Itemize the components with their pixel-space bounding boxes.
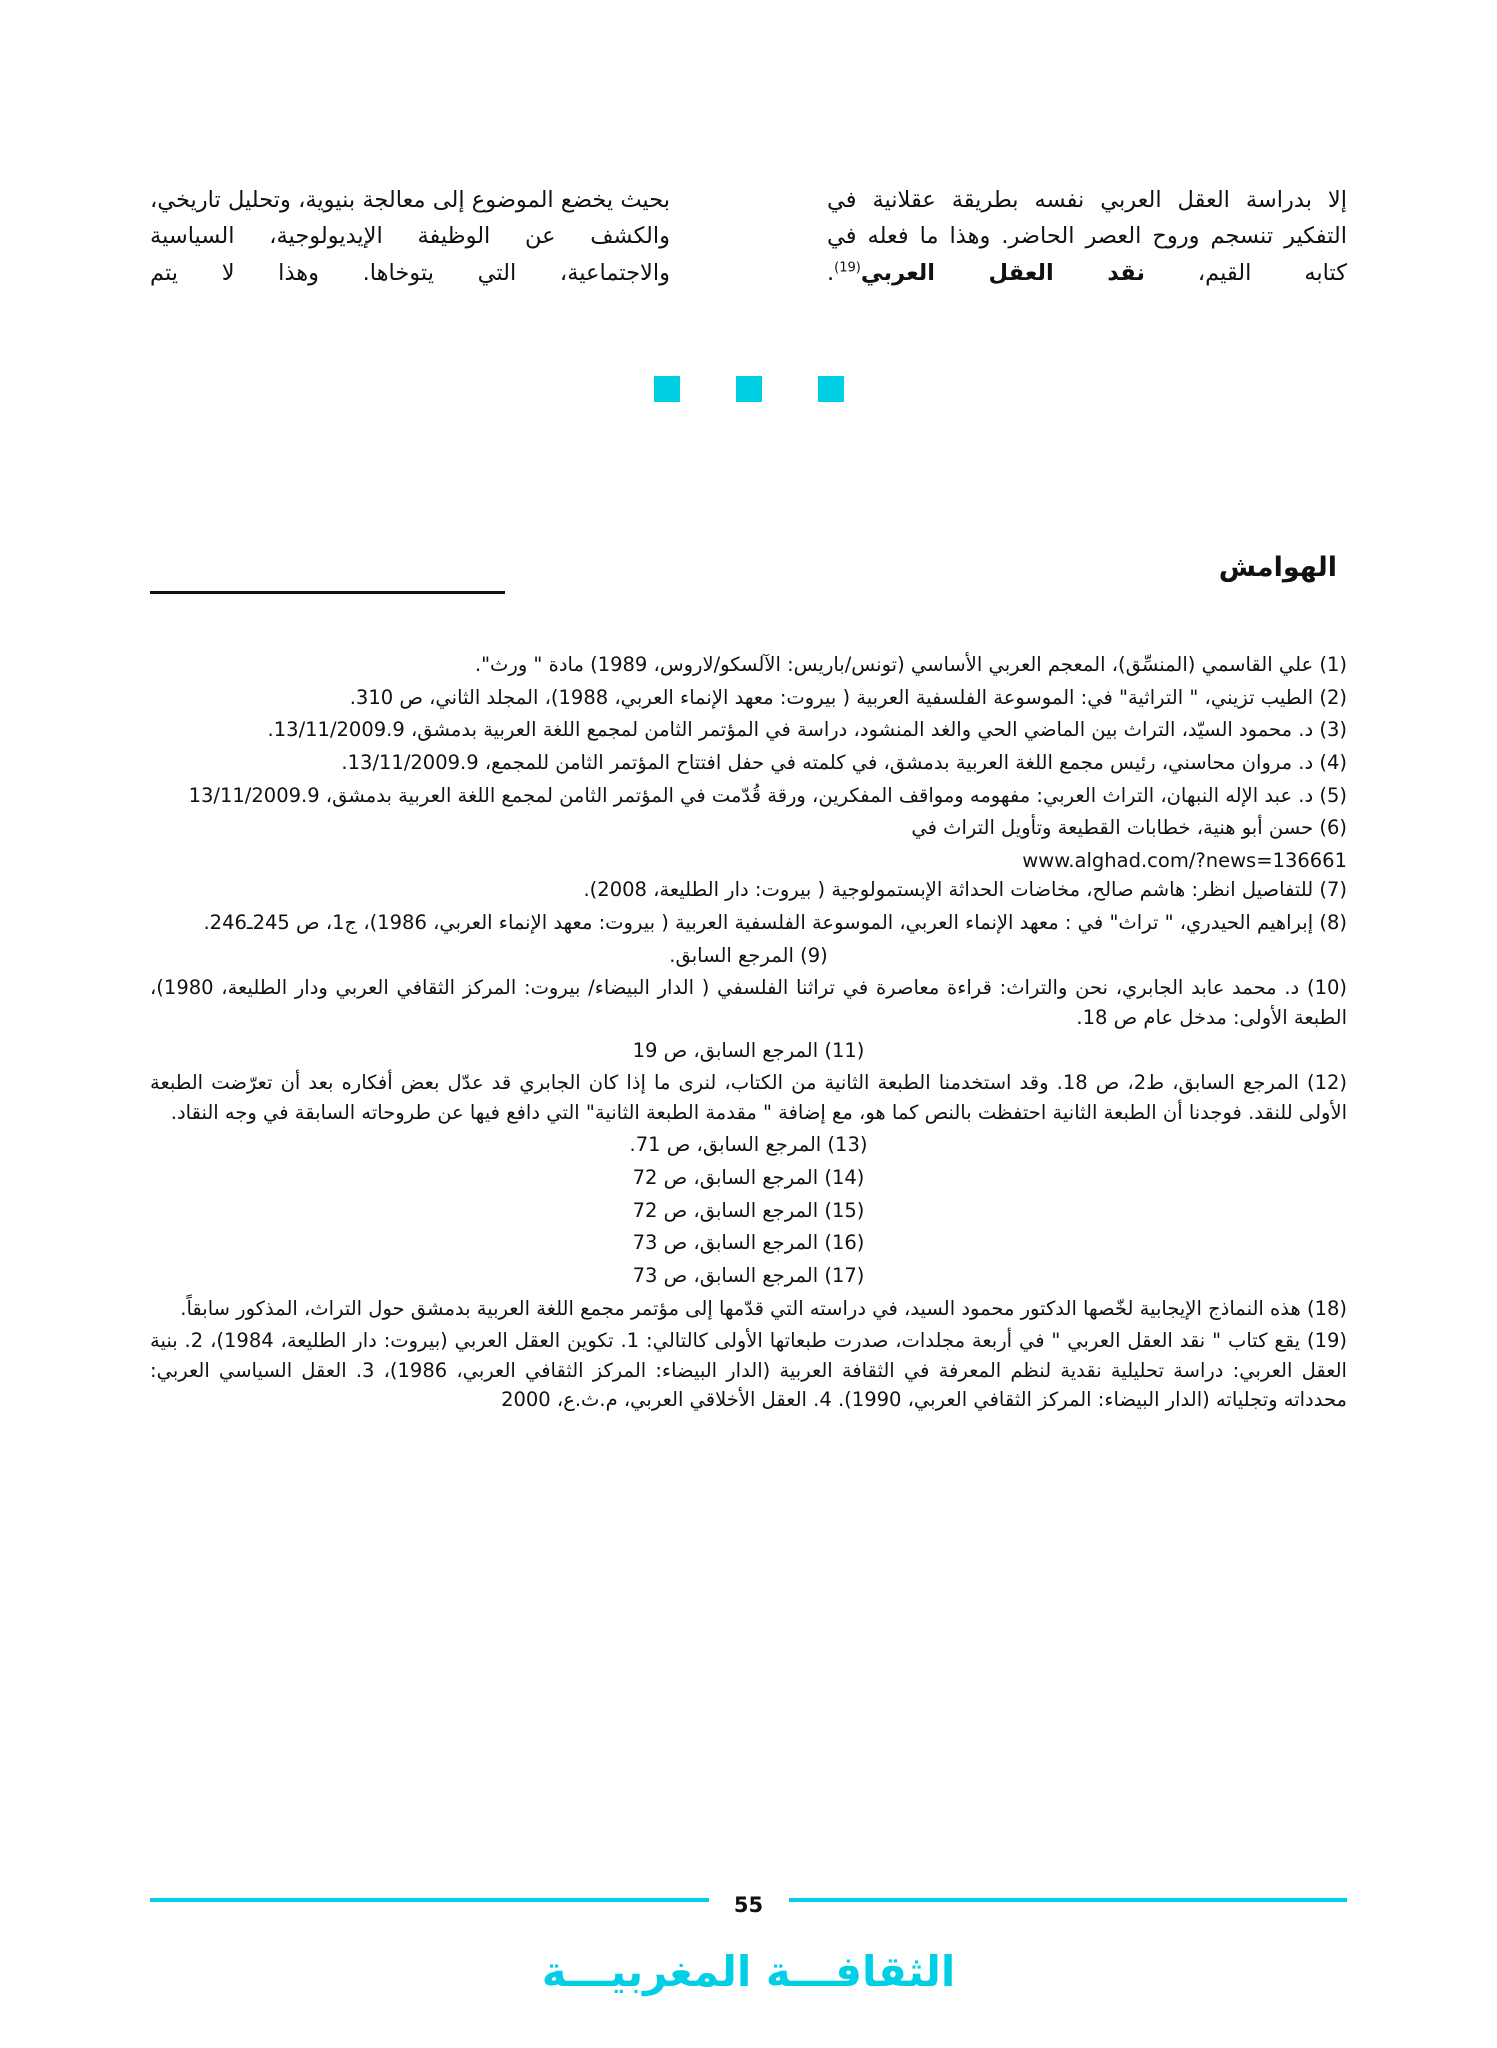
body-text-columns: [150, 182, 1347, 291]
separator-square-icon: [818, 376, 844, 402]
body-column-right: [150, 182, 670, 291]
footnote-item: (9) المرجع السابق.: [669, 943, 828, 967]
magazine-title-logo: الثقافـــة المغربيـــة: [541, 1947, 956, 1996]
footnote-marker-19: (19): [834, 260, 861, 276]
footnote-item: (3) د. محمود السيّد، التراث بين الماضي الحي والغد المنشود، دراسة في المؤتمر الثامن لمجمع اللغة العربية بدمشق، 13/11/2009.9.: [267, 718, 1347, 742]
footnote-item: (19) يقع كتاب " نقد العقل العربي " في أربعة مجلدات، صدرت طبعاتها الأولى كالتالي: 1. تكوين العقل العربي (بيروت: دار الطليعة، 1984)، 2. بنية العقل العربي: دراسة تحليلية نقدية لنظم المعرفة في الثقافة العربية (الدار البيضاء: المركز الثقافي العربي، 1986)، 3. العقل السياسي العربي: محدداته وتجلياته (الدار البيضاء: المركز الثقافي العربي، 1990). 4. العقل الأخلاقي العربي، م.ث.ع، 2000: [150, 1329, 1347, 1412]
body-left-post: .: [827, 259, 835, 286]
footnote-item: (15) المرجع السابق، ص 72: [632, 1198, 865, 1222]
footnote-item: (8) إبراهيم الحيدري، " تراث" في : معهد الإنماء العربي، الموسوعة الفلسفية العربية ( بيروت: معهد الإنماء العربي، 1986)، ج1، ص 245ـ246.: [203, 911, 1347, 934]
footnotes-title: الهوامش: [1218, 552, 1337, 583]
footnote-item: (16) المرجع السابق، ص 73: [632, 1231, 865, 1255]
body-paragraph-left: [827, 182, 1347, 291]
footnote-item: (10) د. محمد عابد الجابري، نحن والتراث: قراءة معاصرة في تراثنا الفلسفي ( الدار البيضاء/ بيروت: المركز الثقافي العربي ودار الطليعة، 1980)، الطبعة الأولى: مدخل عام ص 18.: [150, 976, 1347, 1029]
footnote-item: (13) المرجع السابق، ص 71.: [629, 1133, 868, 1157]
footnote-item: (4) د. مروان محاسني، رئيس مجمع اللغة العربية بدمشق، في كلمته في حفل افتتاح المؤتمر الثامن للمجمع، 13/11/2009.9.: [341, 750, 1347, 774]
footnote-item: (11) المرجع السابق، ص 19: [632, 1038, 865, 1062]
footnotes-list: [150, 650, 1347, 1418]
footnote-url[interactable]: www.alghad.com/?news=136661: [1022, 848, 1347, 872]
page-number: 55: [709, 1890, 789, 1920]
footnote-item: (5) د. عبد الإله النبهان، التراث العربي: مفهومه ومواقف المفكرين، ورقة قُدّمت في المؤتمر الثامن لمجمع اللغة العربية بدمشق، 13/11/2009.9: [188, 783, 1347, 807]
footnote-item: (6) حسن أبو هنية، خطابات القطيعة وتأويل التراث في: [911, 816, 1347, 840]
section-separator: [0, 376, 1497, 402]
footnotes-header: [150, 552, 1347, 594]
footnote-item: (2) الطيب تزيني، " التراثية" في: الموسوعة الفلسفية العربية ( بيروت: معهد الإنماء العربي، 1988)، المجلد الثاني، ص 310.: [349, 685, 1347, 709]
footnotes-divider: [150, 591, 505, 594]
book-title-naqd-al-aql-al-arabi: نقد العقل العربي: [860, 259, 1145, 286]
footnotes-rule-holder: [150, 591, 1347, 594]
body-paragraph-right: بحيث يخضع الموضوع إلى معالجة بنيوية، وتحليل تاريخي، والكشف عن الوظيفة الإيديولوجية، السياسية والاجتماعية، التي يتوخاها. وهذا لا يتم: [150, 187, 670, 286]
body-column-left: [827, 182, 1347, 291]
body-left-pre: إلا بدراسة العقل العربي نفسه بطريقة عقلانية في التفكير تنسجم وروح العصر الحاضر. وهذا ما فعله في كتابه القيم،: [827, 187, 1348, 286]
footnote-item: (17) المرجع السابق، ص 73: [632, 1263, 865, 1287]
footnote-item: (1) علي القاسمي (المنسِّق)، المعجم العربي الأساسي (تونس/باريس: الآلسكو/لاروس، 1989) مادة " ورث".: [474, 653, 1347, 676]
separator-square-icon: [736, 376, 762, 402]
footnote-item: (12) المرجع السابق، ط2، ص 18. وقد استخدمنا الطبعة الثانية من الكتاب، لنرى ما إذا كان الجابري قد عدّل بعض أفكاره بعد أن تعرّضت الطبعة الأولى للنقد. فوجدنا أن الطبعة الثانية احتفظت بالنص كما هو، مع إضافة " مقدمة الطبعة الثانية" التي دافع فيها عن طروحاته السابقة في وجه النقاد.: [150, 1071, 1347, 1124]
separator-square-icon: [654, 376, 680, 402]
footnote-item: (14) المرجع السابق، ص 72: [632, 1166, 865, 1189]
footnote-item: (18) هذه النماذج الإيجابية لخّصها الدكتور محمود السيد، في دراسته التي قدّمها إلى مؤتمر مجمع اللغة العربية بدمشق حول التراث، المذكور سابقاً.: [180, 1296, 1347, 1320]
footnote-item: (7) للتفاصيل انظر: هاشم صالح، مخاضات الحداثة الإبستمولوجية ( بيروت: دار الطليعة، 2008).: [583, 878, 1347, 902]
